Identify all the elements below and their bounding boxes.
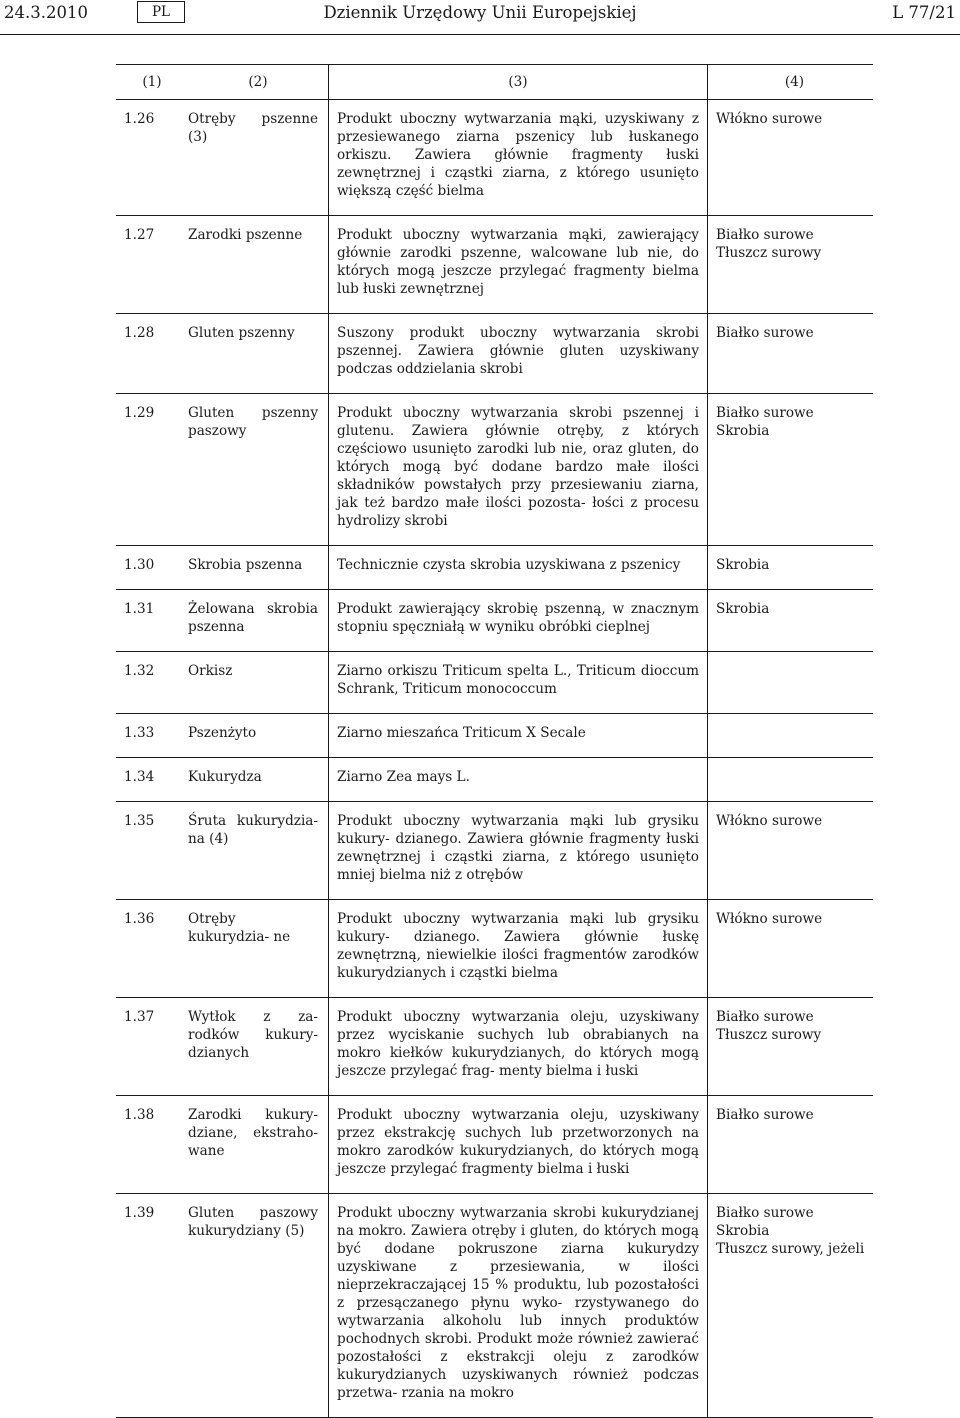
row-number: 1.32 bbox=[116, 652, 188, 714]
column-header-2: (2) bbox=[188, 65, 329, 100]
compulsory-declaration: Włókno surowe bbox=[708, 802, 874, 900]
journal-title: Dziennik Urzędowy Unii Europejskiej bbox=[323, 3, 637, 22]
table-row bbox=[116, 714, 873, 758]
table-row bbox=[116, 1194, 873, 1418]
compulsory-declaration: Białko surowe bbox=[708, 1096, 874, 1194]
row-number: 1.34 bbox=[116, 758, 188, 802]
table-row bbox=[116, 546, 873, 590]
material-name: Zarodki kukury- dziane, ekstraho- wane bbox=[188, 1096, 329, 1194]
page-number: L 77/21 bbox=[892, 3, 956, 22]
table-row bbox=[116, 314, 873, 394]
table-row bbox=[116, 1096, 873, 1194]
material-description: Produkt uboczny wytwarzania oleju, uzyskiwany przez wyciskanie suchych lub obrabianych na mokro kiełków kukurydzianych, do których mogą jeszcze przylegać frag- menty bielma i łuski bbox=[329, 998, 708, 1096]
material-description: Produkt uboczny wytwarzania skrobi kukurydzianej na mokro. Zawiera otręby i gluten, do których mogą być dodane pokruszone ziarna kukurydzy uzyskiwane z przesiewania, w ilości nieprzekraczającej 15 % produktu, lub pozostałości z przesączanego płynu wyko- rzystywanego do wytwarzania alkoholu lub innych produktów pochodnych skrobi. Produkt może również zawierać pozostałości z ekstrakcji oleju z zarodków kukurydzianych uzyskiwanych również podczas przetwa- rzania na mokro bbox=[329, 1194, 708, 1418]
compulsory-declaration bbox=[708, 758, 874, 802]
column-header-1: (1) bbox=[116, 65, 188, 100]
compulsory-declaration: Białko surowe Tłuszcz surowy bbox=[708, 216, 874, 314]
compulsory-declaration: Białko surowe bbox=[708, 314, 874, 394]
table-row bbox=[116, 758, 873, 802]
table-row bbox=[116, 998, 873, 1096]
publication-date: 24.3.2010 bbox=[4, 3, 88, 22]
material-name: Zarodki pszenne bbox=[188, 216, 329, 314]
compulsory-declaration: Białko surowe Tłuszcz surowy bbox=[708, 998, 874, 1096]
header-divider bbox=[0, 34, 960, 35]
material-name: Gluten pszenny paszowy bbox=[188, 394, 329, 546]
compulsory-declaration: Włókno surowe bbox=[708, 900, 874, 998]
material-name: Wytłok z za- rodków kukury- dzianych bbox=[188, 998, 329, 1096]
material-description: Produkt zawierający skrobię pszenną, w znacznym stopniu spęczniałą w wyniku obróbki cieplnej bbox=[329, 590, 708, 652]
row-number: 1.35 bbox=[116, 802, 188, 900]
compulsory-declaration: Włókno surowe bbox=[708, 100, 874, 216]
material-description: Ziarno Zea mays L. bbox=[329, 758, 708, 802]
compulsory-declaration: Skrobia bbox=[708, 590, 874, 652]
material-name: Otręby kukurydzia- ne bbox=[188, 900, 329, 998]
row-number: 1.33 bbox=[116, 714, 188, 758]
row-number: 1.31 bbox=[116, 590, 188, 652]
table-row bbox=[116, 216, 873, 314]
material-description: Ziarno mieszańca Triticum X Secale bbox=[329, 714, 708, 758]
material-name: Skrobia pszenna bbox=[188, 546, 329, 590]
table-body bbox=[116, 65, 873, 1418]
material-name: Otręby pszenne (3) bbox=[188, 100, 329, 216]
page-header bbox=[0, 0, 960, 30]
material-name: Gluten paszowy kukurydziany (5) bbox=[188, 1194, 329, 1418]
material-description: Ziarno orkiszu Triticum spelta L., Triticum dioccum Schrank, Triticum monococcum bbox=[329, 652, 708, 714]
material-description: Produkt uboczny wytwarzania mąki lub grysiku kukury- dzianego. Zawiera głównie łuskę zewnętrzną, niewielkie ilości fragmentów zarodków kukurydzianych i cząstki bielma bbox=[329, 900, 708, 998]
table-row bbox=[116, 652, 873, 714]
material-name: Orkisz bbox=[188, 652, 329, 714]
feed-materials-table bbox=[116, 64, 873, 1418]
material-description: Suszony produkt uboczny wytwarzania skrobi pszennej. Zawiera głównie gluten uzyskiwany podczas oddzielania skrobi bbox=[329, 314, 708, 394]
table-row bbox=[116, 802, 873, 900]
table-header-row bbox=[116, 65, 873, 100]
material-name: Żelowana skrobia pszenna bbox=[188, 590, 329, 652]
compulsory-declaration bbox=[708, 714, 874, 758]
row-number: 1.38 bbox=[116, 1096, 188, 1194]
row-number: 1.27 bbox=[116, 216, 188, 314]
row-number: 1.37 bbox=[116, 998, 188, 1096]
compulsory-declaration: Białko surowe Skrobia Tłuszcz surowy, jeżeli bbox=[708, 1194, 874, 1418]
row-number: 1.29 bbox=[116, 394, 188, 546]
material-name: Śruta kukurydzia- na (4) bbox=[188, 802, 329, 900]
row-number: 1.36 bbox=[116, 900, 188, 998]
material-description: Produkt uboczny wytwarzania mąki, uzyskiwany z przesiewanego ziarna pszenicy lub łuskanego orkiszu. Zawiera głównie fragmenty łuski zewnętrznej i cząstki ziarna, z którego usunięto większą część bielma bbox=[329, 100, 708, 216]
material-description: Produkt uboczny wytwarzania mąki, zawierający głównie zarodki pszenne, walcowane lub nie, do których mogą jeszcze przylegać fragmenty bielma lub łuski zewnętrznej bbox=[329, 216, 708, 314]
material-description: Produkt uboczny wytwarzania mąki lub grysiku kukury- dzianego. Zawiera głównie fragmenty łuski zewnętrznej i cząstki ziarna, z którego usunięto mniej bielma niż z otrębów bbox=[329, 802, 708, 900]
language-badge: PL bbox=[137, 1, 185, 23]
material-description: Produkt uboczny wytwarzania oleju, uzyskiwany przez ekstrakcję suchych lub przetworzonych na mokro zarodków kukurydzianych, do których mogą jeszcze przylegać fragmenty bielma i łuski bbox=[329, 1096, 708, 1194]
compulsory-declaration bbox=[708, 652, 874, 714]
table-row bbox=[116, 590, 873, 652]
material-name: Kukurydza bbox=[188, 758, 329, 802]
material-description: Produkt uboczny wytwarzania skrobi pszennej i glutenu. Zawiera głównie otręby, z których częściowo usunięto zarodki lub nie, oraz gluten, do których mogą być dodane bardzo małe ilości składników powstałych przy przesiewaniu ziarna, jak też bardzo małe ilości pozosta- łości z procesu hydrolizy skrobi bbox=[329, 394, 708, 546]
table-row bbox=[116, 900, 873, 998]
table-row bbox=[116, 100, 873, 216]
row-number: 1.26 bbox=[116, 100, 188, 216]
compulsory-declaration: Białko surowe Skrobia bbox=[708, 394, 874, 546]
row-number: 1.28 bbox=[116, 314, 188, 394]
column-header-3: (3) bbox=[329, 65, 708, 100]
material-description: Technicznie czysta skrobia uzyskiwana z pszenicy bbox=[329, 546, 708, 590]
column-header-4: (4) bbox=[708, 65, 874, 100]
table-row bbox=[116, 394, 873, 546]
row-number: 1.30 bbox=[116, 546, 188, 590]
material-name: Pszenżyto bbox=[188, 714, 329, 758]
row-number: 1.39 bbox=[116, 1194, 188, 1418]
material-name: Gluten pszenny bbox=[188, 314, 329, 394]
compulsory-declaration: Skrobia bbox=[708, 546, 874, 590]
